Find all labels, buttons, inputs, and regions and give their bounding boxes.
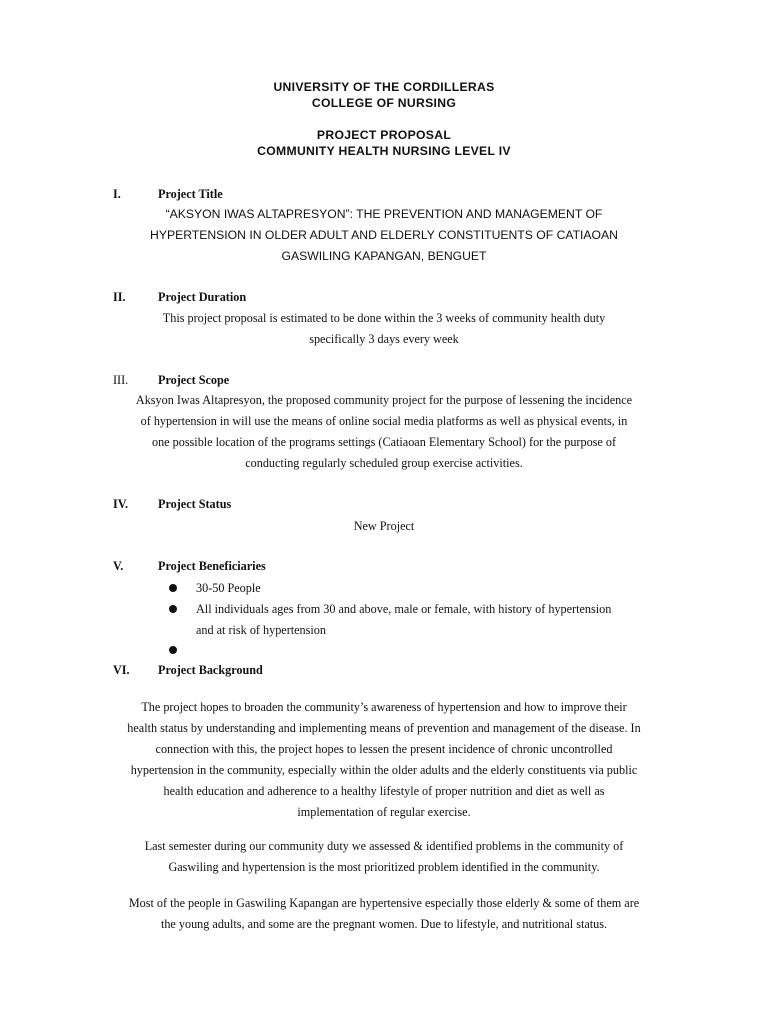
paragraph-line: Gaswiling and hypertension is the most prioritized problem identified in the community. (168, 860, 600, 874)
paragraph-line: health education and adherence to a healthy lifestyle of proper nutrition and diet as well as (163, 784, 605, 798)
bullet-icon (168, 583, 178, 593)
beneficiary-item-line: All individuals ages from 30 and above, male or female, with history of hypertension (196, 602, 612, 616)
project-title-line: “AKSYON IWAS ALTAPRESYON”: THE PREVENTION AND MANAGEMENT OF (165, 207, 603, 221)
section-heading-status: Project Status (158, 497, 232, 511)
section-number-status: IV. (113, 497, 129, 511)
beneficiary-item-line: and at risk of hypertension (196, 623, 326, 637)
paragraph-line: Last semester during our community duty we assessed & identified problems in the community of (144, 839, 624, 853)
section-heading-duration: Project Duration (158, 290, 247, 304)
paragraph-line: implementation of regular exercise. (297, 805, 471, 819)
bullet-icon (168, 645, 178, 655)
duration-text (0, 308, 768, 350)
section-number-duration: II. (113, 290, 126, 304)
paragraph-line: hypertension in the community, especially within the older adults and the elderly constituents via public (130, 763, 638, 777)
scope-line: one possible location of the programs settings (Catiaoan Elementary School) for the purpose of (151, 435, 617, 449)
section-number-background: VI. (113, 663, 130, 677)
section-heading-background: Project Background (158, 663, 263, 677)
paragraph-line: The project hopes to broaden the community’s awareness of hypertension and how to improve their (141, 700, 627, 714)
section-heading-scope: Project Scope (158, 373, 230, 387)
beneficiary-item (196, 599, 676, 641)
background-paragraph-2 (88, 836, 680, 878)
scope-line: of hypertension in will use the means of online social media platforms as well as physical events, in (140, 414, 628, 428)
scope-line: conducting regularly scheduled group exercise activities. (245, 456, 523, 470)
scope-text (0, 390, 768, 474)
section-heading-beneficiaries: Project Beneficiaries (158, 559, 266, 573)
paragraph-line: health status by understanding and implementing means of prevention and management of the disease. In (127, 721, 641, 735)
section-number-title: I. (113, 187, 121, 201)
beneficiary-item: 30-50 People (196, 581, 261, 595)
paragraph-line: Most of the people in Gaswiling Kapangan are hypertensive especially those elderly & some of them are (128, 896, 640, 910)
project-status-value: New Project (353, 519, 415, 533)
bullet-icon (168, 604, 178, 614)
scope-line: Aksyon Iwas Altapresyon, the proposed community project for the purpose of lessening the incidence (135, 393, 633, 407)
project-title-line: HYPERTENSION IN OLDER ADULT AND ELDERLY CONSTITUENTS OF CATIAOAN (150, 228, 618, 242)
course-name: COMMUNITY HEALTH NURSING LEVEL IV (257, 144, 511, 158)
project-title-text (110, 204, 658, 267)
section-heading-title: Project Title (158, 187, 223, 201)
paragraph-line: connection with this, the project hopes to lessen the present incidence of chronic uncontrolled (155, 742, 613, 756)
college-name: COLLEGE OF NURSING (311, 96, 457, 110)
background-paragraph-1 (88, 697, 680, 823)
section-number-scope: III. (113, 373, 129, 387)
document-type: PROJECT PROPOSAL (316, 128, 452, 142)
section-number-beneficiaries: V. (113, 559, 124, 573)
paragraph-line: the young adults, and some are the pregnant women. Due to lifestyle, and nutritional status. (160, 917, 608, 931)
duration-line: This project proposal is estimated to be done within the 3 weeks of community health duty (162, 311, 606, 325)
duration-line: specifically 3 days every week (309, 332, 459, 346)
university-name: UNIVERSITY OF THE CORDILLERAS (273, 80, 495, 94)
background-paragraph-3 (88, 893, 680, 935)
project-title-line: GASWILING KAPANGAN, BENGUET (281, 249, 487, 263)
